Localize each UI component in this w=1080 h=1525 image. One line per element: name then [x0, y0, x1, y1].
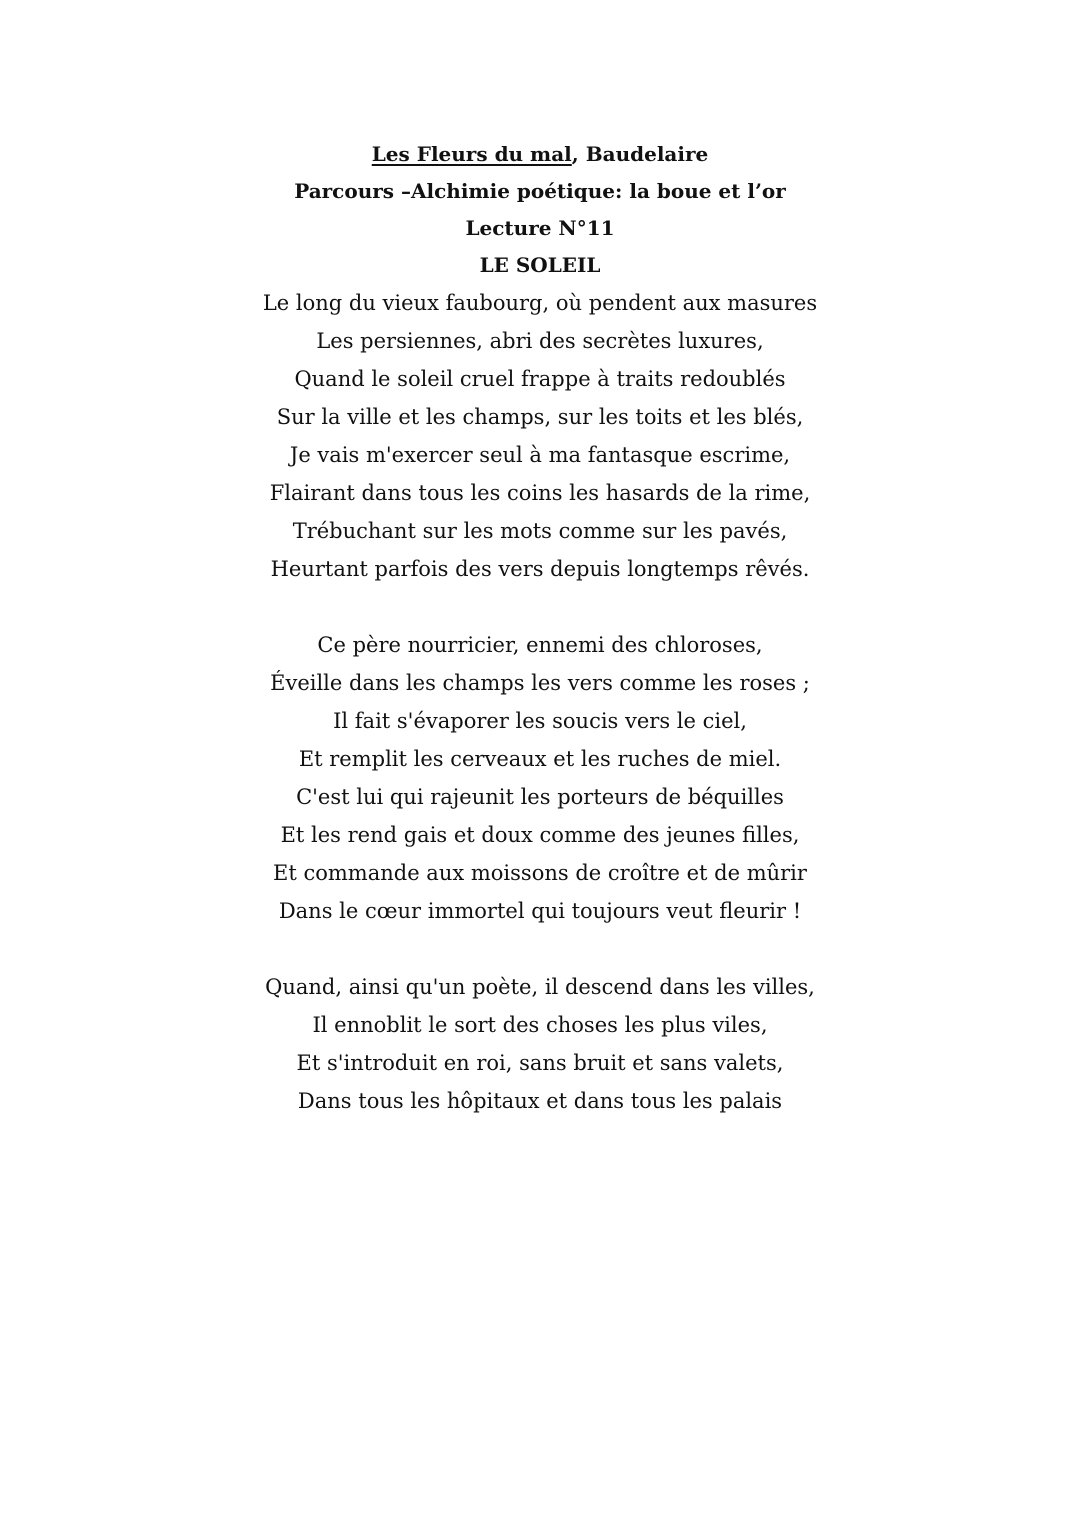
author-name: , Baudelaire [571, 142, 709, 166]
poem-line: Dans le cœur immortel qui toujours veut fleurir ! [278, 899, 802, 923]
work-title: Les Fleurs du mal [371, 142, 572, 166]
poem-line: Et s'introduit en roi, sans bruit et sans valets, [296, 1051, 784, 1075]
stanza-break [0, 588, 1080, 626]
poem-line: Sur la ville et les champs, sur les toits et les blés, [276, 405, 804, 429]
poem-line: Éveille dans les champs les vers comme les roses ; [270, 671, 810, 695]
document-page [0, 136, 1080, 1120]
poem-line: Les persiennes, abri des secrètes luxures, [316, 329, 764, 353]
poem-line: Le long du vieux faubourg, où pendent aux masures [262, 291, 818, 315]
stanza-1 [0, 284, 1080, 588]
poem-line: Quand, ainsi qu'un poète, il descend dans les villes, [265, 975, 815, 999]
poem-line: C'est lui qui rajeunit les porteurs de béquilles [296, 785, 784, 809]
lecture-number: Lecture N°11 [465, 216, 615, 240]
poem-line: Flairant dans tous les coins les hasards de la rime, [269, 481, 811, 505]
poem-line: Et commande aux moissons de croître et de mûrir [273, 861, 807, 885]
stanza-break [0, 930, 1080, 968]
poem-line: Quand le soleil cruel frappe à traits redoublés [294, 367, 786, 391]
poem-line: Je vais m'exercer seul à ma fantasque escrime, [289, 443, 791, 467]
stanza-2 [0, 626, 1080, 930]
poem-line: Trébuchant sur les mots comme sur les pavés, [292, 519, 788, 543]
parcours-heading: Parcours –Alchimie poétique: la boue et l’or [294, 179, 786, 203]
stanza-3 [0, 968, 1080, 1120]
poem-line: Ce père nourricier, ennemi des chloroses, [317, 633, 763, 657]
poem-line: Heurtant parfois des vers depuis longtemps rêvés. [270, 557, 810, 581]
poem-line: Et remplit les cerveaux et les ruches de miel. [298, 747, 782, 771]
work-title-line [0, 136, 1080, 173]
poem-line: Dans tous les hôpitaux et dans tous les palais [297, 1089, 783, 1113]
poem-line: Et les rend gais et doux comme des jeunes filles, [280, 823, 800, 847]
poem-title: LE SOLEIL [479, 253, 601, 277]
poem-line: Il ennoblit le sort des choses les plus viles, [312, 1013, 768, 1037]
poem-line: Il fait s'évaporer les soucis vers le ciel, [333, 709, 747, 733]
